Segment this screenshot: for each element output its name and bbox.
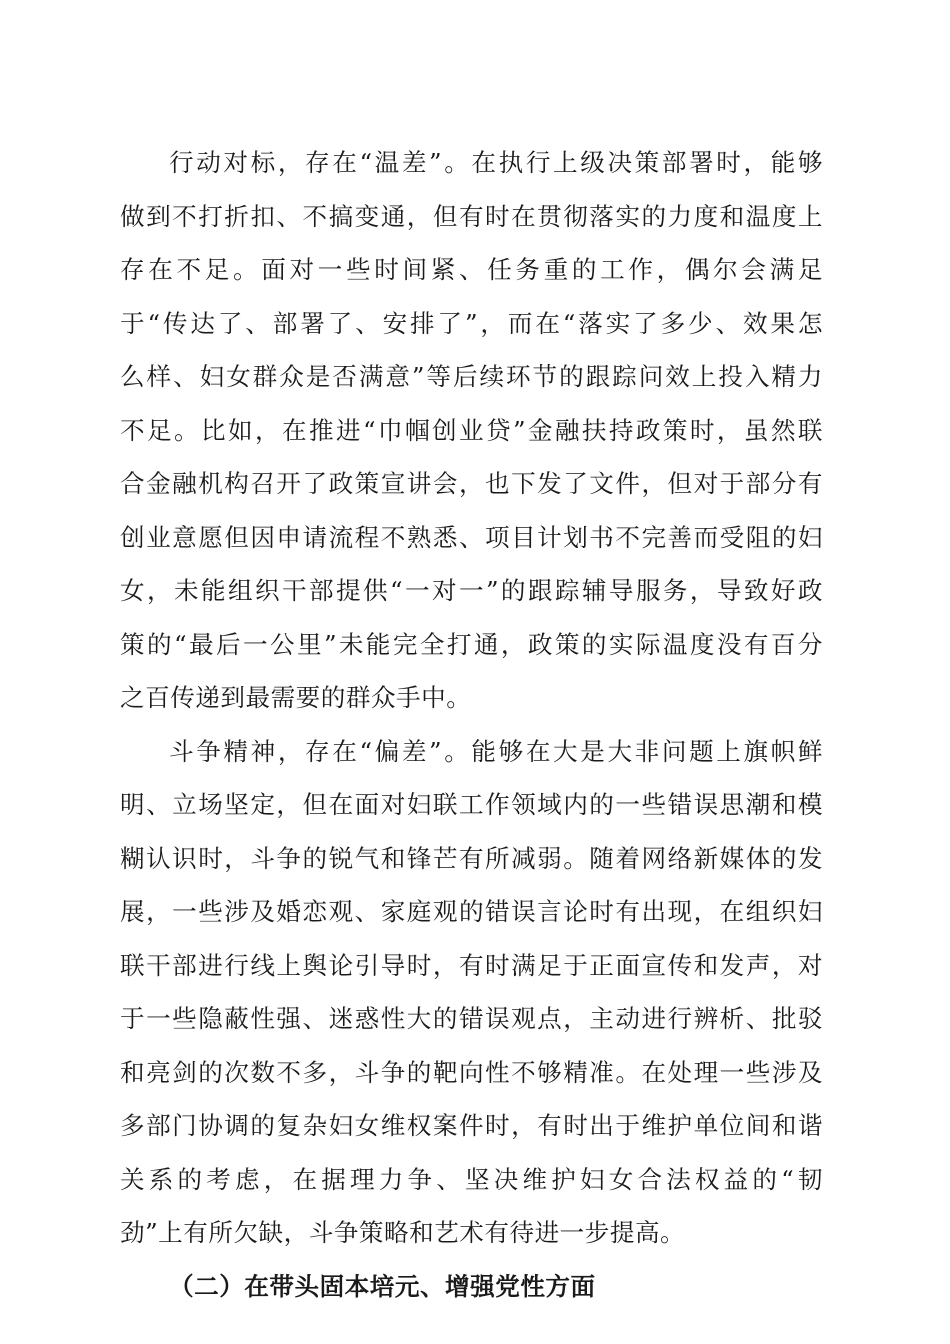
text-line: 于一些隐蔽性强、迷惑性大的错误观点，主动进行辨析、批驳: [120, 1004, 823, 1033]
paragraph-action-benchmark: [120, 136, 823, 725]
text-line: 么样、妇女群众是否满意”等后续环节的跟踪问效上投入精力: [120, 362, 823, 391]
text-line: 合金融机构召开了政策宣讲会，也下发了文件，但对于部分有: [120, 469, 823, 498]
text-line: 糊认识时，斗争的锐气和锋芒有所减弱。随着网络新媒体的发: [120, 843, 823, 873]
text-line: 行动对标，存在“温差”。在执行上级决策部署时，能够: [169, 148, 823, 177]
text-line: 劲”上有所欠缺，斗争策略和艺术有待进一步提高。: [120, 1218, 686, 1247]
text-line: 存在不足。面对一些时间紧、任务重的工作，偶尔会满足: [120, 255, 823, 284]
text-line: 于“传达了、部署了、安排了”，而在“落实了多少、效果怎: [120, 308, 823, 338]
text-line: 之百传递到最需要的群众手中。: [120, 683, 472, 712]
text-line: 斗争精神，存在“偏差”。能够在大是大非问题上旗帜鲜: [169, 736, 823, 766]
text-line: 展，一些涉及婚恋观、家庭观的错误言论时有出现，在组织妇: [120, 897, 823, 926]
text-line: 明、立场坚定，但在面对妇联工作领域内的一些错误思潮和模: [120, 790, 823, 819]
text-line: 策的“最后一公里”未能完全打通，政策的实际温度没有百分: [120, 629, 823, 659]
text-line: 关系的考虑，在据理力争、坚决维护妇女合法权益的“韧: [120, 1164, 823, 1194]
text-line: 不足。比如，在推进“巾帼创业贷”金融扶持政策时，虽然联: [120, 415, 823, 445]
text-line: 和亮剑的次数不多，斗争的靶向性不够精准。在处理一些涉及: [120, 1057, 823, 1087]
text-line: 联干部进行线上舆论引导时，有时满足于正面宣传和发声，对: [120, 950, 823, 980]
text-line: 创业意愿但因申请流程不熟悉、项目计划书不完善而受阻的妇: [120, 522, 823, 552]
text-line: 多部门协调的复杂妇女维权案件时，有时出于维护单位间和谐: [120, 1111, 823, 1140]
paragraph-fighting-spirit: [120, 725, 823, 1260]
text-line: 做到不打折扣、不搞变通，但有时在贯彻落实的力度和温度上: [120, 201, 823, 231]
document-body: [120, 136, 823, 1313]
section-heading: （二）在带头固本培元、增强党性方面: [169, 1271, 596, 1301]
text-line: 女，未能组织干部提供“一对一”的跟踪辅导服务，导致好政: [120, 576, 823, 605]
